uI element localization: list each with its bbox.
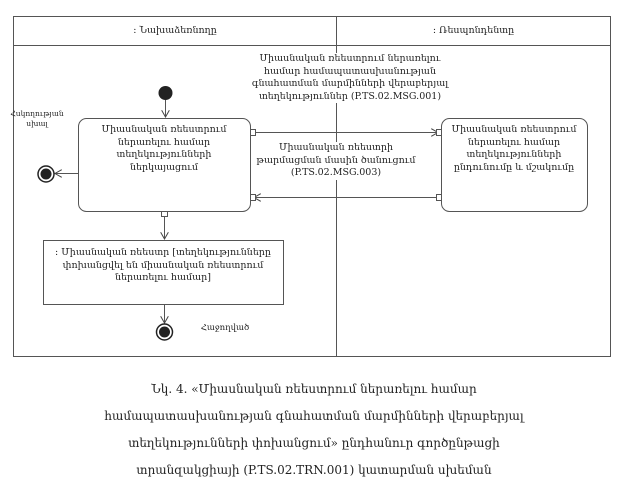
- pin: [437, 195, 442, 201]
- error-label: Հսկողության սխալ: [10, 109, 64, 128]
- figure-caption: Նկ. 4. «Միասնական ռեեստրում ներառելու համար համապատասխանության գնահատման մարմինների վերաբերյալ տեղեկությունների փոխանցում» ընդհանուր գործընթացի տրանզակցիայի (P.TS.02.TRN.001) կատարման սխեման: [104, 382, 524, 477]
- lane-respondent: : Ռեսպոնդենտը: [432, 25, 515, 36]
- pin: [437, 130, 442, 136]
- pin: [251, 195, 256, 201]
- message-middle-label: Միասնական ռեեստրի թարմացման մասին ծանուցում (P.TS.02.MSG.003): [256, 142, 416, 178]
- initial-node: [159, 86, 173, 100]
- message-top-label: Միասնական ռեեստրում ներառելու համար համապատասխանության գնահատման մարմինների վերաբերյալ տեղեկություններ (P.TS.02.MSG.001): [251, 53, 449, 102]
- pin: [251, 130, 256, 136]
- action-submit-label: Միասնական ռեեստրում ներառելու համար տեղեկությունների ներկայացում: [101, 124, 227, 173]
- pin: [162, 212, 168, 217]
- lane-initiator: : Նախաձեռնողը: [133, 25, 217, 36]
- final-node-success-core: [159, 327, 170, 338]
- success-label: Հաջողված: [200, 323, 250, 333]
- object-node-label: : Միասնական ռեեստր [տեղեկությունները փոխանցվել են միասնական ռեեստրում ներառելու համար]: [55, 247, 271, 283]
- final-node-error-core: [41, 169, 52, 180]
- action-receive-label: Միասնական ռեեստրում ներառելու համար տեղեկությունների ընդունումը և մշակումը: [451, 124, 577, 173]
